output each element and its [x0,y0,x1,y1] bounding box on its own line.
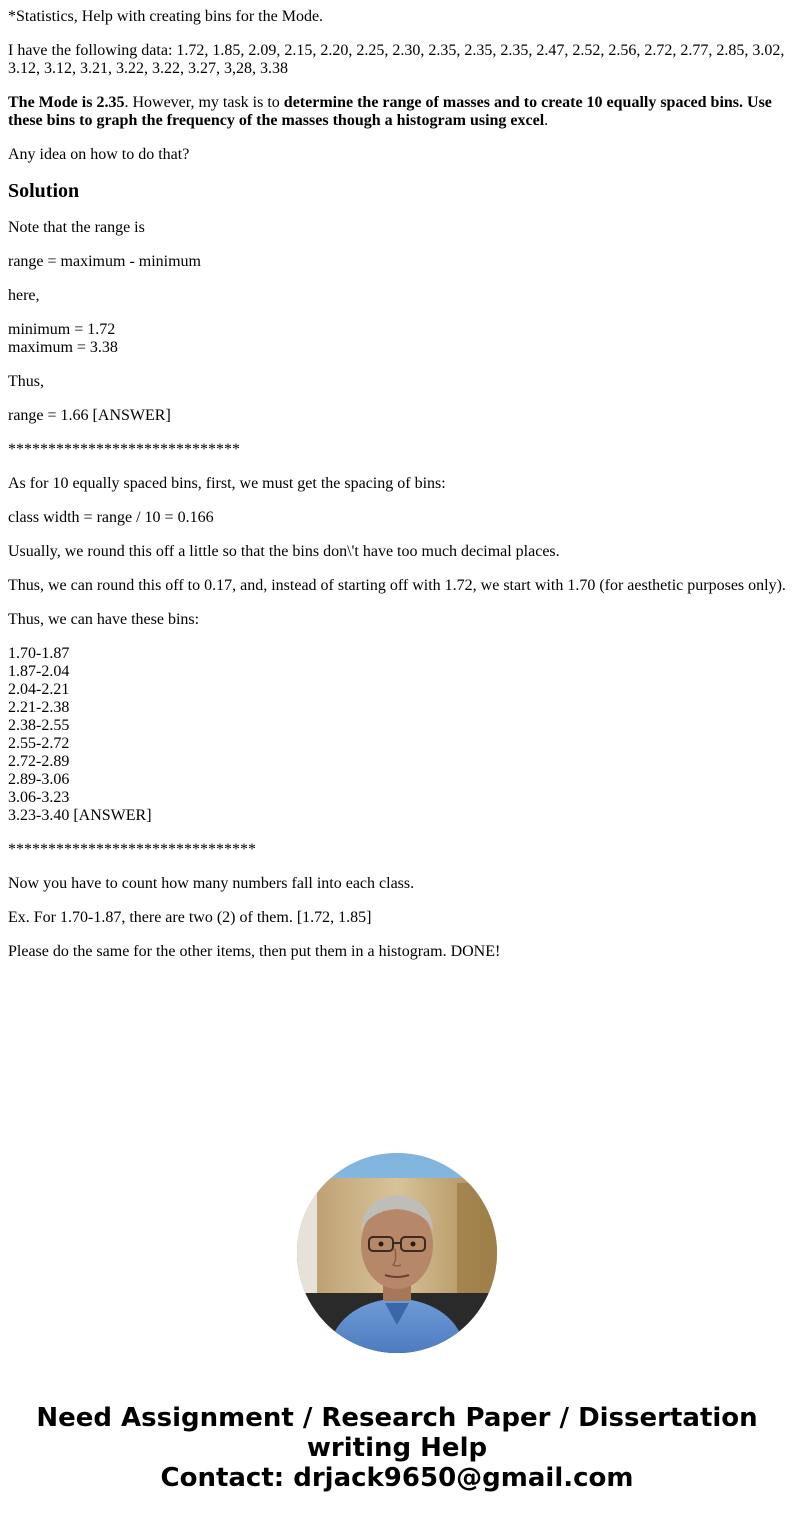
task-text-1: . However, my task is to [124,94,284,111]
bin-item: 2.55-2.72 [8,735,70,752]
bin-item: 2.38-2.55 [8,717,70,734]
document-body [8,8,794,977]
bin-item: 2.72-2.89 [8,753,70,770]
solution-closing: Please do the same for the other items, then put them in a histogram. DONE! [8,943,501,960]
footer-line-2: writing Help [306,1433,488,1463]
solution-count-instruction: Now you have to count how many numbers fall into each class. [8,875,415,892]
question-ask: Any idea on how to do that? [8,146,190,163]
footer-contact-line: Contact: drjack9650@gmail.com [160,1463,634,1493]
question-data: I have the following data: 1.72, 1.85, 2.09, 2.15, 2.20, 2.25, 2.30, 2.35, 2.35, 2.35, 2.47, 2.52, 2.56, 2.72, 2.77, 2.85, 3.02, 3.12, 3.12, 3.21, 3.22, 3.22, 3.27, 3,28, 3.38 [8,42,785,77]
bins-list [8,645,794,825]
solution-rounding-detail: Thus, we can round this off to 0.17, and, instead of starting off with 1.72, we start with 1.70 (for aesthetic purposes only). [8,577,786,594]
bin-item: 2.04-2.21 [8,681,70,698]
separator-1: ***************************** [8,441,240,458]
author-photo [297,1153,497,1353]
bin-item: 3.06-3.23 [8,789,70,806]
solution-bins-intro: As for 10 equally spaced bins, first, we must get the spacing of bins: [8,475,446,492]
author-avatar [297,1153,497,1353]
question-title: *Statistics, Help with creating bins for the Mode. [8,8,324,25]
contact-footer [0,1403,794,1493]
solution-min-max [8,321,794,357]
solution-thus-1: Thus, [8,373,44,390]
solution-here: here, [8,287,40,304]
solution-range-formula: range = maximum - minimum [8,253,201,270]
bin-item: 2.89-3.06 [8,771,70,788]
task-text-2: . [544,112,549,129]
bin-item: 1.70-1.87 [8,645,70,662]
separator-2: ******************************* [8,841,256,858]
solution-bins-lead: Thus, we can have these bins: [8,611,200,628]
solution-range-answer: range = 1.66 [ANSWER] [8,407,171,424]
task-mode-bold: The Mode is 2.35 [8,94,125,111]
solution-range-intro: Note that the range is [8,219,145,236]
bin-item: 1.87-2.04 [8,663,70,680]
solution-rounding-note: Usually, we round this off a little so that the bins don\'t have too much decimal places. [8,543,560,560]
solution-class-width: class width = range / 10 = 0.166 [8,509,214,526]
minimum-line: minimum = 1.72 [8,321,116,338]
task-instruction-bold: determine the range of masses and to create 10 equally spaced bins. Use these bins to graph the frequency of the masses though a histogram using excel [8,94,772,129]
maximum-line: maximum = 3.38 [8,339,118,356]
question-task [8,94,794,130]
solution-heading: Solution [8,180,80,202]
bin-item: 3.23-3.40 [ANSWER] [8,807,152,824]
solution-example: Ex. For 1.70-1.87, there are two (2) of them. [1.72, 1.85] [8,909,372,926]
bin-item: 2.21-2.38 [8,699,70,716]
footer-line-1: Need Assignment / Research Paper / Dissertation [36,1403,758,1433]
